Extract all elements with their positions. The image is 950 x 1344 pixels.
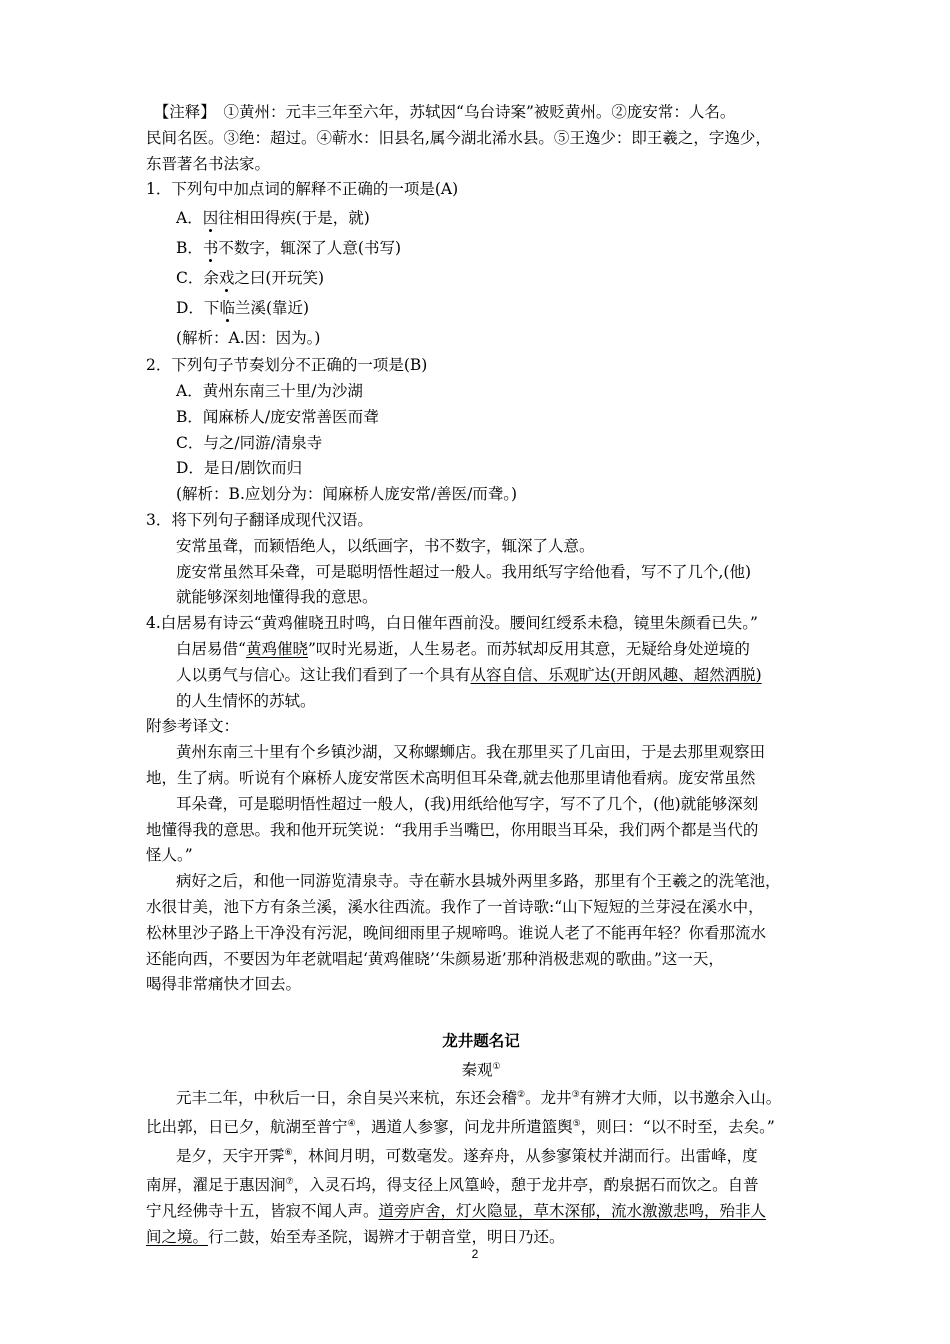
article-title: 龙井题名记 xyxy=(442,1032,520,1051)
article-p2-line-4: 间之境。行二鼓，始至寿圣院，谒辨才于朝音堂，明日乃还。 xyxy=(146,1227,565,1246)
article-p2-line-3: 宁凡经佛寺十五，皆寂不闻人声。道旁庐舍，灯火隐显，草木深郁，流水激激悲鸣，殆非人 xyxy=(146,1202,767,1221)
question-1-option-a: A．因往相田得疾(于是，就) xyxy=(176,209,370,228)
notes-line-2: 民间名医。③绝：超过。④蕲水：旧县名,属今湖北浠水县。⑤王逸少：即王羲之，字逸少， xyxy=(146,128,771,147)
translation-p1-line-3: 耳朵聋，可是聪明悟性超过一般人，(我)用纸给他写字，写不了几个，(他)就能够深刻 xyxy=(176,794,759,813)
translation-p1-line-1: 黄州东南三十里有个乡镇沙湖，又称螺蛳店。我在那里买了几亩田，于是去那里观察田 xyxy=(176,743,766,762)
question-4-line-3: 人以勇气与信心。这让我们看到了一个具有从容自信、乐观旷达(开朗风趣、超然洒脱) xyxy=(176,665,762,684)
translation-p2-line-4: 还能向西，不要因为年老就唱起‘黄鸡催晓’‘朱颜易逝’那种消极悲观的歌曲。”这一天， xyxy=(146,949,724,968)
dotted-word: 因 xyxy=(202,209,219,228)
translation-heading: 附参考译文： xyxy=(146,717,240,736)
question-2-option-d: D．是日/剧饮而归 xyxy=(176,459,303,478)
article-p2-line-1: 是夕，天宇开霁⑥，林间月明，可数毫发。遂弃舟，从参寥策杖并湖而行。出雷峰，度 xyxy=(176,1147,758,1166)
underlined-sentence: 道旁庐舍，灯火隐显，草木深郁，流水激激悲鸣，殆非人 xyxy=(378,1202,767,1221)
translation-p1-line-2: 地，生了病。听说有个麻桥人庞安常医术高明但耳朵聋,就去他那里请他看病。庞安常虽然 xyxy=(146,768,756,787)
question-1-option-c: C．余戏之曰(开玩笑) xyxy=(176,269,324,288)
translation-p2-line-2: 水很甘美，池下方有条兰溪，溪水往西流。我作了一首诗歌:“山下短短的兰芽浸在溪水中， xyxy=(146,897,764,916)
translation-p1-line-4: 地懂得我的意思。我和他开玩笑说：“我用手当嘴巴，你用眼当耳朵，我们两个都是当代的 xyxy=(146,820,759,839)
question-1-analysis: (解析：A.因：因为。) xyxy=(176,329,321,348)
page-number: 2 xyxy=(471,1247,479,1261)
question-4-line-4: 的人生情怀的苏轼。 xyxy=(176,691,316,710)
question-3-sentence: 安常虽聋，而颖悟绝人，以纸画字，书不数字，辄深了人意。 xyxy=(176,536,595,555)
footnote-marker: ① xyxy=(492,1062,501,1073)
question-3-answer-line-2: 就能够深刻地懂得我的意思。 xyxy=(176,588,378,607)
article-p1-line-2: 比出郭，日已夕，航湖至普宁④，遇道人参寥，问龙井所遣篮舆⑤，则曰：“以不时至，去矣。” xyxy=(146,1118,775,1137)
question-2-option-a: A．黄州东南三十里/为沙湖 xyxy=(176,381,363,400)
question-2-analysis: (解析：B.应划分为：闻麻桥人庞安常/善医/而聋。) xyxy=(176,485,518,504)
notes-line-1: 【注释】 ①黄州：元丰三年至六年，苏轼因“乌台诗案”被贬黄州。②庞安常：人名。 xyxy=(161,103,736,121)
question-4-line-2: 白居易借“黄鸡催晓”叹时光易逝，人生易老。而苏轼却反用其意，无疑给身处逆境的 xyxy=(176,639,750,658)
question-2-option-b: B．闻麻桥人/庞安常善医而聋 xyxy=(176,407,379,426)
question-4-line-1: 4.白居易有诗云“黄鸡催晓丑时鸣，白日催年酉前没。腰间红绶系未稳，镜里朱颜看已失。” xyxy=(146,614,758,633)
article-p1-line-1: 元丰二年，中秋后一日，余自吴兴来杭，东还会稽②。龙井③有辨才大师，以书邀余入山。 xyxy=(176,1089,782,1108)
question-3-stem: 3．将下列句子翻译成现代汉语。 xyxy=(146,510,373,529)
underlined-answer: 从容自信、乐观旷达(开朗风趣、超然洒脱) xyxy=(470,665,762,684)
notes-label: 【注释】 xyxy=(161,103,209,121)
question-2-option-c: C．与之/同游/清泉寺 xyxy=(176,433,323,452)
question-2-stem: 2．下列句子节奏划分不正确的一项是(B) xyxy=(146,356,428,375)
dotted-word: 戏 xyxy=(218,269,235,288)
question-1-option-b: B．书不数字，辄深了人意(书写) xyxy=(176,239,402,258)
translation-p2-line-5: 喝得非常痛快才回去。 xyxy=(146,975,302,994)
translation-p2-line-1: 病好之后，和他一同游览清泉寺。寺在蕲水县城外两里多路，那里有个王羲之的洗笔池， xyxy=(176,872,781,891)
translation-p1-line-5: 怪人。” xyxy=(146,846,193,865)
underlined-sentence: 间之境。 xyxy=(146,1227,209,1246)
dotted-word: 临 xyxy=(219,299,235,318)
question-3-answer-line-1: 庞安常虽然耳朵聋，可是聪明悟性超过一般人。我用纸写字给他看，写不了几个,(他) xyxy=(176,562,752,581)
dotted-word: 书 xyxy=(202,239,219,258)
question-1-stem: 1．下列句中加点词的解释不正确的一项是(A) xyxy=(146,180,459,199)
article-p2-line-2: 南屏，濯足于惠因涧⑦，入灵石坞，得支径上风篁岭，憩于龙井亭，酌泉据石而饮之。自普 xyxy=(146,1176,759,1195)
document-page xyxy=(146,100,816,1251)
underlined-answer: 黄鸡催晓 xyxy=(245,639,308,658)
article-author: 秦观① xyxy=(461,1061,501,1080)
question-1-option-d: D．下临兰溪(靠近) xyxy=(176,299,310,318)
translation-p2-line-3: 松林里沙子路上干净没有污泥，晚间细雨里子规啼鸣。谁说人老了不能再年轻？你看那流水 xyxy=(146,923,767,942)
notes-line-3: 东晋著名书法家。 xyxy=(146,154,271,173)
